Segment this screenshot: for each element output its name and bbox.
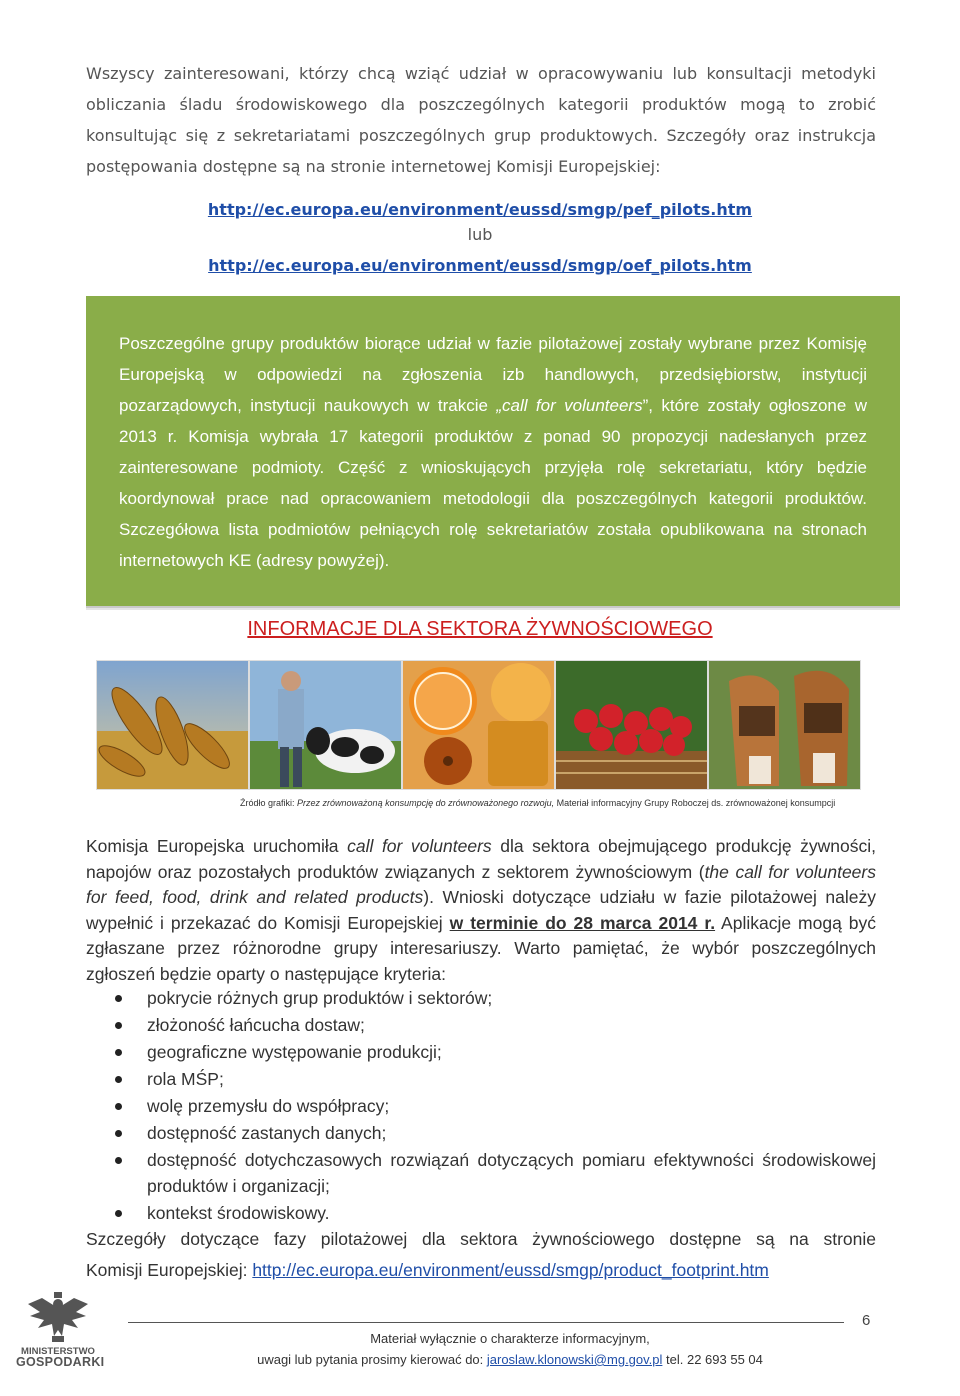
list-item-text: dostępność zastanych danych; bbox=[147, 1123, 387, 1143]
photo-strip bbox=[96, 660, 862, 790]
bullet-icon bbox=[115, 1076, 122, 1083]
bullet-icon bbox=[115, 1210, 122, 1217]
body-text-4: Aplikacje mogą być zgłaszane przez różnorodne grupy interesariuszy. Warto pamiętać, że wybór poszczególnych zgłoszeń będzie oparty o następujące kryteria: bbox=[86, 912, 876, 984]
footer-line-2 bbox=[130, 1352, 890, 1367]
list-item-text: dostępność dotychczasowych rozwiązań dotyczących pomiaru efektywności środowiskowej produktów i organizacji; bbox=[147, 1150, 876, 1196]
footer-line-1: Materiał wyłącznie o charakterze informacyjnym, bbox=[370, 1331, 650, 1346]
bullet-icon bbox=[115, 1103, 122, 1110]
body-text-1: Komisja Europejska uruchomiła bbox=[86, 836, 348, 856]
contact-email-link[interactable]: jaroslaw.klonowski@mg.gov.pl bbox=[486, 1352, 663, 1367]
list-item bbox=[86, 1067, 876, 1093]
pef-pilots-link[interactable]: http://ec.europa.eu/environment/eussd/smgp/pef_pilots.htm bbox=[207, 200, 753, 219]
list-item-text: kontekst środowiskowy. bbox=[147, 1202, 330, 1223]
bullet-icon bbox=[115, 1130, 122, 1137]
closing-line-2 bbox=[86, 1255, 876, 1286]
body-text-2: dla sektora obejmującego produkcję żywności, napojów oraz pozostałych produktów związanych z sektorem żywnościowym ( bbox=[86, 836, 876, 882]
list-item bbox=[86, 1121, 876, 1147]
list-item bbox=[86, 986, 876, 1012]
body-em-1: call for volunteers bbox=[347, 836, 492, 856]
product-footprint-link[interactable]: http://ec.europa.eu/environment/eussd/smgp/product_footprint.htm bbox=[252, 1260, 769, 1280]
wheat-photo bbox=[96, 660, 249, 790]
list-item-text: geograficzne występowanie produkcji; bbox=[147, 1042, 442, 1062]
oef-pilots-link[interactable]: http://ec.europa.eu/environment/eussd/smgp/oef_pilots.htm bbox=[208, 256, 752, 275]
intro-paragraph: Wszyscy zainteresowani, którzy chcą wziąć udział w opracowywaniu lub konsultacji metodyki obliczania śladu środowiskowego dla poszczególnych kategorii produktów mogą to zrobić konsultując się z sekretariatami poszczególnych grup produktowych. Szczegóły oraz instrukcja postępowania dostępne są na stronie internetowej Komisji Europejskiej: bbox=[86, 64, 876, 176]
logo-line-1: MINISTERSTWO bbox=[21, 1346, 95, 1357]
eagle-emblem-icon bbox=[16, 1290, 100, 1346]
intro-section bbox=[86, 58, 876, 182]
strawberries-photo bbox=[555, 660, 708, 790]
list-item-text: wolę przemysłu do współpracy; bbox=[147, 1096, 390, 1116]
info-box-paragraph bbox=[119, 328, 867, 576]
bullet-icon bbox=[115, 1049, 122, 1056]
list-item bbox=[86, 1013, 876, 1039]
body-em-2: the call for volunteers for feed, food, drink and related products bbox=[86, 861, 876, 907]
page-number: 6 bbox=[862, 1312, 871, 1329]
oranges-honey-photo bbox=[402, 660, 555, 790]
deadline: w terminie do 28 marca 2014 r. bbox=[449, 912, 716, 933]
image-caption bbox=[240, 798, 900, 808]
bullet-icon bbox=[115, 1022, 122, 1029]
caption-prefix: Źródło grafiki: bbox=[240, 798, 298, 808]
criteria-list bbox=[86, 986, 876, 1228]
list-item bbox=[86, 1040, 876, 1066]
list-item bbox=[86, 1201, 876, 1227]
info-text-italic: „call for volunteers bbox=[496, 396, 643, 415]
ministry-logo-text bbox=[16, 1346, 105, 1369]
caption-suffix: Materiał informacyjny Grupy Roboczej ds. zrównoważonej konsumpcji bbox=[554, 798, 836, 808]
farmer-photo bbox=[249, 660, 402, 790]
list-item-text: rola MŚP; bbox=[147, 1069, 224, 1089]
link-block bbox=[0, 196, 960, 286]
info-text-2: ”, które zostały ogłoszone w 2013 r. Komisja wybrała 17 kategorii produktów z ponad 90 propozycji nadesłanych przez zainteresowane podmioty. Część z wnioskujących przyjęła rolę sekretariatu, który będzie koordynował prace nad opracowaniem metodologii dla poszczególnych kategorii produktów. Szczegółowa lista podmiotów pełniących rolę sekretariatów została opublikowana na stronach internetowych KE (adresy powyżej). bbox=[119, 396, 867, 570]
body-text-3: ). Wnioski dotyczące udziału w fazie pilotażowej należy wypełnić i przekazać do Komisji Europejskiej bbox=[86, 887, 877, 933]
closing-section bbox=[86, 1224, 876, 1286]
caption-title: Przez zrównoważoną konsumpcję do zrównoważonego rozwoju, bbox=[297, 798, 555, 808]
closing-line-1: Szczegóły dotyczące fazy pilotażowej dla sektora żywnościowego dostępne są na stronie bbox=[86, 1229, 876, 1249]
closing-prefix: Komisji Europejskiej: bbox=[86, 1260, 253, 1280]
list-item-text: złożoność łańcucha dostaw; bbox=[147, 1015, 365, 1035]
list-item-text: pokrycie różnych grup produktów i sektorów; bbox=[147, 988, 493, 1008]
list-item bbox=[86, 1148, 876, 1199]
list-item bbox=[86, 1094, 876, 1120]
horses-photo bbox=[708, 660, 861, 790]
info-text-1: Poszczególne grupy produktów biorące udział w fazie pilotażowej zostały wybrane przez Komisję Europejską w odpowiedzi na zgłoszenia izb handlowych, przedsiębiorstw, instytucji pozarządowych, instytucji naukowych w trakcie bbox=[119, 334, 867, 415]
section-title: INFORMACJE DLA SEKTORA ŻYWNOŚCIOWEGO bbox=[247, 618, 713, 640]
footer-phone: tel. 22 693 55 04 bbox=[662, 1352, 763, 1367]
link-separator: lub bbox=[467, 225, 493, 244]
bullet-icon bbox=[115, 1157, 122, 1164]
footer-prefix: uwagi lub pytania prosimy kierować do: bbox=[257, 1352, 487, 1367]
bullet-icon bbox=[115, 995, 122, 1002]
info-box-text bbox=[119, 328, 867, 576]
logo-line-2: GOSPODARKI bbox=[16, 1355, 105, 1369]
info-box bbox=[86, 296, 900, 606]
footer-rule bbox=[128, 1322, 844, 1323]
ministry-logo bbox=[16, 1290, 105, 1390]
body-section bbox=[86, 834, 876, 987]
body-paragraph bbox=[86, 834, 876, 987]
